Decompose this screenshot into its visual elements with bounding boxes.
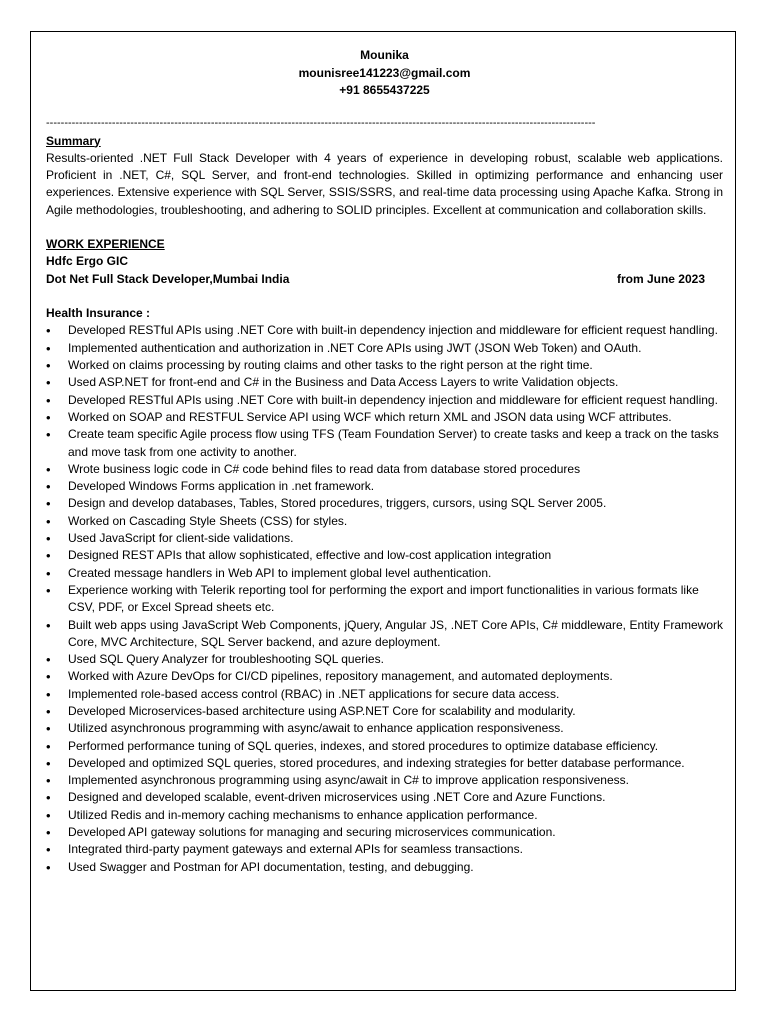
candidate-name: Mounika xyxy=(360,48,409,62)
list-item: • Used Swagger and Postman for API documentation, testing, and debugging. xyxy=(46,859,723,876)
list-item: • Developed Microservices-based architecture using ASP.NET Core for scalability and modularity. xyxy=(46,703,723,720)
list-item: • Developed and optimized SQL queries, stored procedures, and indexing strategies for better database performance. xyxy=(46,755,723,772)
list-item: • Implemented authentication and authorization in .NET Core APIs using JWT (JSON Web Token) and OAuth. xyxy=(46,340,723,357)
list-item: • Worked with Azure DevOps for CI/CD pipelines, repository management, and automated deployments. xyxy=(46,668,723,685)
list-item: • Used SQL Query Analyzer for troubleshooting SQL queries. xyxy=(46,651,723,668)
list-item: • Implemented role-based access control (RBAC) in .NET applications for secure data access. xyxy=(46,686,723,703)
contact-header xyxy=(46,47,723,100)
responsibilities-list xyxy=(46,322,723,876)
job-role: Dot Net Full Stack Developer,Mumbai India xyxy=(46,271,290,286)
list-item: • Developed Windows Forms application in .net framework. xyxy=(46,478,723,495)
list-item: • Utilized asynchronous programming with async/await to enhance application responsiveness. xyxy=(46,720,723,737)
list-item: • Created message handlers in Web API to implement global level authentication. xyxy=(46,565,723,582)
project-name: Health Insurance : xyxy=(46,306,151,321)
list-item: • Developed RESTful APIs using .NET Core with built-in dependency injection and middleware for efficient request handling. xyxy=(46,322,723,339)
list-item: • Integrated third-party payment gateways and external APIs for seamless transactions. xyxy=(46,841,723,858)
list-item: • Implemented asynchronous programming using async/await in C# to improve application responsiveness. xyxy=(46,772,723,789)
list-item: • Designed and developed scalable, event-driven microservices using .NET Core and Azure Functions. xyxy=(46,789,723,806)
list-item: • Worked on claims processing by routing claims and other tasks to the right person at the right time. xyxy=(46,357,723,374)
list-item: • Designed REST APIs that allow sophisticated, effective and low-cost application integration xyxy=(46,547,723,564)
list-item: • Experience working with Telerik reporting tool for performing the export and import functionalities in various formats like CSV, PDF, or Excel Spread sheets etc. xyxy=(46,582,723,617)
job-period: from June 2023 xyxy=(616,271,705,286)
list-item: • Create team specific Agile process flow using TFS (Team Foundation Server) to create tasks and keep a track on the tasks and move task from one activity to another. xyxy=(46,426,723,461)
list-item: • Wrote business logic code in C# code behind files to read data from database stored procedures xyxy=(46,461,723,478)
dashed-divider: ------------------------------------------------------------------------------------------------------------------------------------------------------ xyxy=(46,116,596,129)
summary-heading: Summary xyxy=(46,133,101,148)
resume-page xyxy=(30,31,736,991)
list-item: • Used ASP.NET for front-end and C# in the Business and Data Access Layers to write Validation objects. xyxy=(46,374,723,391)
list-item: • Design and develop databases, Tables, Stored procedures, triggers, cursors, using SQL Server 2005. xyxy=(46,495,723,512)
role-row xyxy=(46,271,723,288)
resume-content xyxy=(46,32,723,876)
candidate-phone: +91 8655437225 xyxy=(339,83,430,97)
list-item: • Worked on SOAP and RESTFUL Service API using WCF which return XML and JSON data using WCF attributes. xyxy=(46,409,723,426)
summary-text: Results-oriented .NET Full Stack Developer with 4 years of experience in developing robust, scalable web applications. Proficient in .NET, C#, SQL Server, and front-end technologies. Skilled in optimizing performance and enhancing user experiences. Extensive experience with SQL Server, SSIS/SSRS, and real-time data processing using Apache Kafka. Strong in Agile methodologies, troubleshooting, and adhering to SOLID principles. Excellent at communication and collaboration skills. xyxy=(46,150,723,217)
work-experience-heading: WORK EXPERIENCE xyxy=(46,236,165,251)
list-item: • Developed RESTful APIs using .NET Core with built-in dependency injection and middleware for efficient request handling. xyxy=(46,392,723,409)
company-name: Hdfc Ergo GIC xyxy=(46,254,129,269)
list-item: • Worked on Cascading Style Sheets (CSS) for styles. xyxy=(46,513,723,530)
candidate-email: mounisree141223@gmail.com xyxy=(298,65,471,80)
list-item: • Utilized Redis and in-memory caching mechanisms to enhance application performance. xyxy=(46,807,723,824)
list-item: • Performed performance tuning of SQL queries, indexes, and stored procedures to optimize database efficiency. xyxy=(46,738,723,755)
list-item: • Developed API gateway solutions for managing and securing microservices communication. xyxy=(46,824,723,841)
list-item: • Built web apps using JavaScript Web Components, jQuery, Angular JS, .NET Core APIs, C# middleware, Entity Framework Core, MVC Architecture, SQL Server backend, and azure deployment. xyxy=(46,617,723,652)
list-item: • Used JavaScript for client-side validations. xyxy=(46,530,723,547)
